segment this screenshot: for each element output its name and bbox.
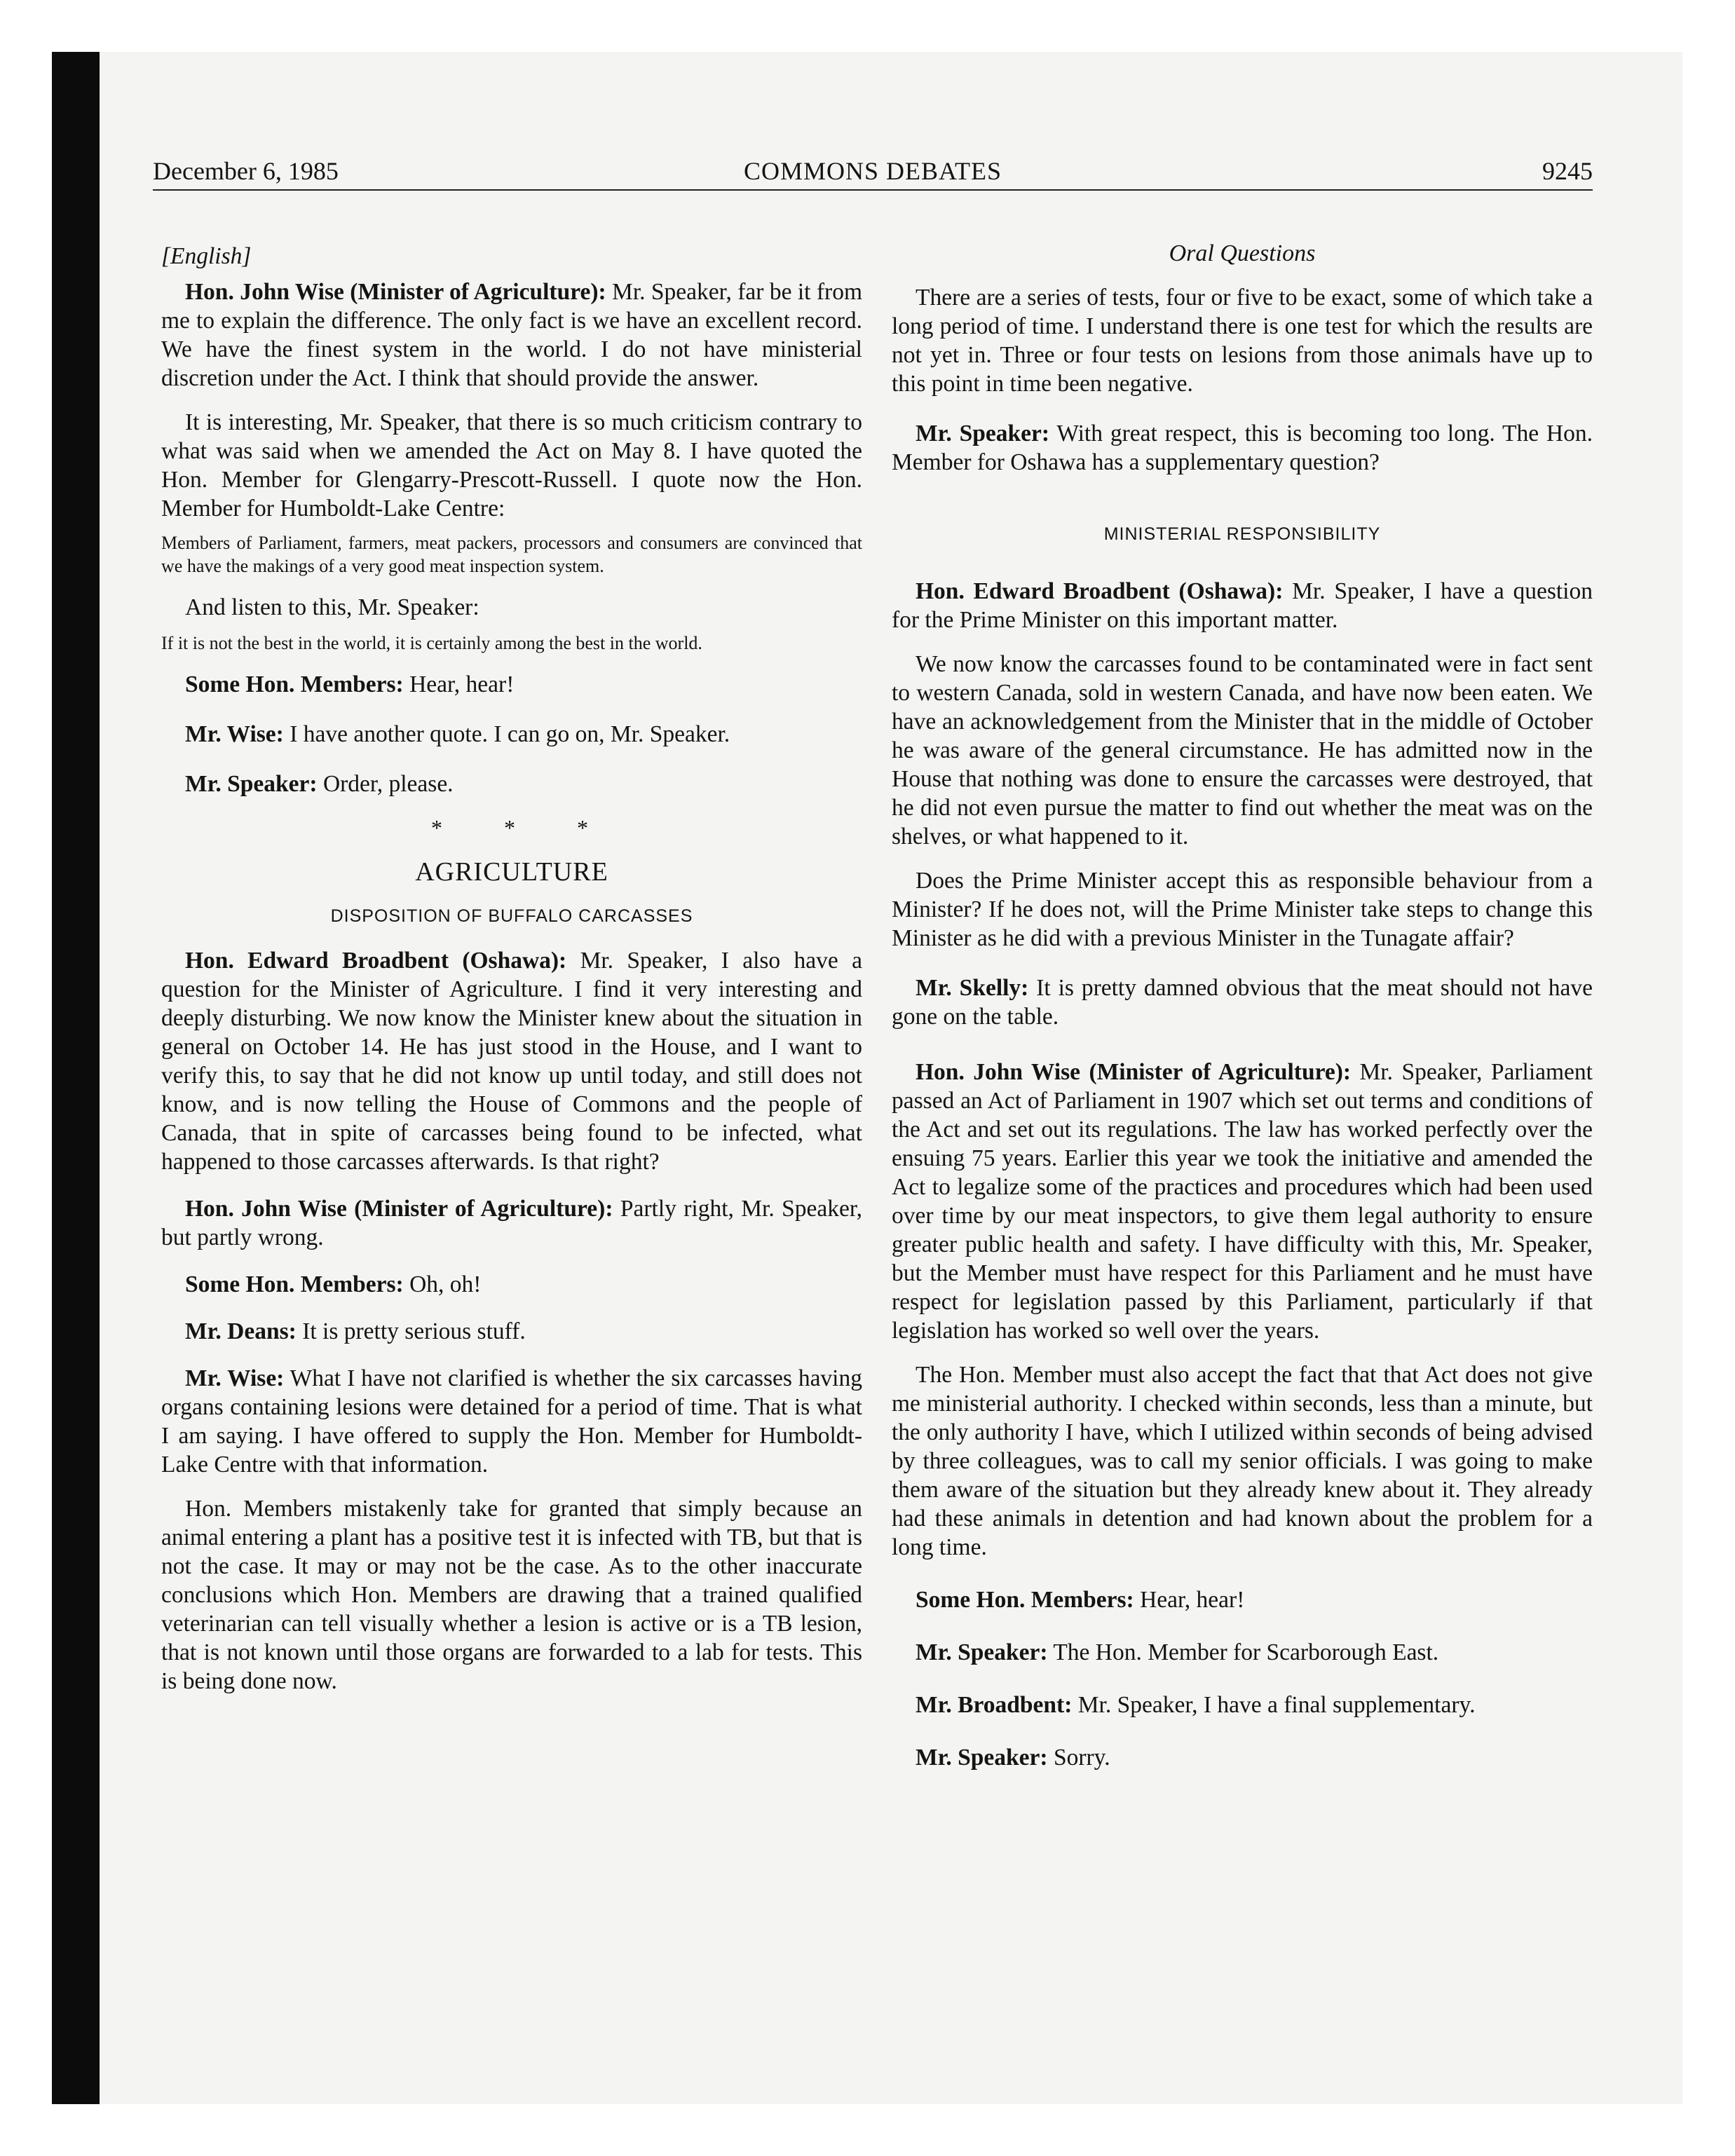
section-separator: * * *	[431, 815, 616, 840]
paragraph	[161, 1317, 862, 1346]
speaker-name: Hon. Edward Broadbent (Oshawa):	[916, 578, 1284, 604]
section-subheading: MINISTERIAL RESPONSIBILITY	[1103, 524, 1381, 544]
speech-text: Mr. Speaker, far be it from me to explain the difference. The only fact is we have an excellent record. We have the finest system in the world. I do not have ministerial discretion under the Act. I think that should provide the answer.	[161, 279, 862, 391]
paragraph	[892, 1691, 1593, 1719]
speech-text: Sorry.	[1047, 1745, 1110, 1770]
scan-border	[52, 52, 100, 2104]
speaker-name: Hon. John Wise (Minister of Agriculture):	[185, 279, 606, 305]
speech-text: With great respect, this is becoming too long. The Hon. Member for Oshawa has a supplementary question?	[892, 421, 1593, 475]
paragraph: Does the Prime Minister accept this as responsible behaviour from a Minister? If he does not, will the Prime Minister take steps to change this Minister as he did with a previous Minister in the Tunagate affair?	[892, 868, 1593, 951]
paragraph	[161, 1364, 862, 1479]
speech-text: Partly right, Mr. Speaker, but partly wrong.	[161, 1196, 863, 1250]
running-head: Oral Questions	[1169, 240, 1316, 266]
speaker-name: Some Hon. Members:	[185, 1271, 404, 1297]
paragraph	[892, 1743, 1593, 1772]
paragraph	[161, 670, 862, 699]
speaker-name: Mr. Speaker:	[185, 771, 318, 797]
header-page-number: 9245	[1542, 157, 1593, 185]
header-rule	[153, 189, 1593, 191]
paragraph	[161, 1270, 862, 1299]
paragraph: It is interesting, Mr. Speaker, that there is so much criticism contrary to what was said when we amended the Act on May 8. I have quoted the Hon. Member for Glengarry-Prescott-Russell. I quote now the Hon. Member for Humboldt-Lake Centre:	[161, 409, 862, 521]
speech-text: It is pretty serious stuff.	[296, 1318, 526, 1344]
block-quote: Members of Parliament, farmers, meat packers, processors and consumers are convinced that we have the makings of a very good meat inspection system.	[161, 533, 862, 576]
speaker-name: Mr. Speaker:	[916, 421, 1050, 446]
right-column	[892, 239, 1593, 1787]
paragraph	[892, 1585, 1593, 1614]
speech-text: Mr. Speaker, I also have a question for the Minister of Agriculture. I find it very interesting and deeply disturbing. We now know the Minister knew about the situation in general on October 14. He has just stood in the House, and I want to verify this, to say that he did not know up until today, and still does not know, and is now telling the House of Commons and the people of Canada, that in spite of carcasses being found to be infected, what happened to those carcasses afterwards. Is that right?	[161, 948, 862, 1175]
paragraph	[892, 974, 1593, 1031]
header-date: December 6, 1985	[153, 157, 339, 185]
speaker-name: Mr. Broadbent:	[916, 1692, 1073, 1718]
speaker-name: Mr. Deans:	[185, 1318, 297, 1344]
speech-text: I have another quote. I can go on, Mr. Speaker.	[283, 721, 730, 747]
section-subheading: DISPOSITION OF BUFFALO CARCASSES	[330, 906, 693, 926]
speaker-name: Some Hon. Members:	[916, 1587, 1134, 1613]
speech-text: Hear, hear!	[1134, 1587, 1245, 1613]
speaker-name: Mr. Speaker:	[916, 1639, 1048, 1665]
speaker-name: Hon. Edward Broadbent (Oshawa):	[185, 948, 567, 974]
speech-text: Mr. Speaker, Parliament passed an Act of Parliament in 1907 which set out terms and conditions of the Act and set out its regulations. The law has worked perfectly over the ensuing 75 years. Earlier this year we took the initiative and amended the Act to legalize some of the practices and procedures which had been used over time by our meat inspectors, to give them legal authority to ensure greater public health and safety. I have difficulty with this, Mr. Speaker, but the Member must have respect for this Parliament and he must have respect for legislation passed by this Parliament, particularly if that legislation has worked so well over the years.	[892, 1059, 1593, 1344]
speech-text: Mr. Speaker, I have a final supplementary.	[1072, 1692, 1476, 1718]
paragraph	[161, 278, 862, 393]
block-quote: If it is not the best in the world, it is certainly among the best in the world.	[161, 633, 702, 653]
paragraph	[161, 1194, 862, 1252]
paragraph	[892, 419, 1593, 477]
speech-text: The Hon. Member for Scarborough East.	[1047, 1639, 1439, 1665]
speech-text: Mr. Speaker, I have a question for the Prime Minister on this important matter.	[892, 578, 1593, 633]
section-title: AGRICULTURE	[415, 857, 608, 887]
header-title: COMMONS DEBATES	[743, 157, 1002, 185]
paragraph: We now know the carcasses found to be contaminated were in fact sent to western Canada, sold in western Canada, and have now been eaten. We have an acknowledgement from the Minister that in the middle of October he was aware of the general circumstance. He has admitted now in the House that nothing was done to ensure the carcasses were destroyed, that he did not even pursue the matter to find out whether the meat was on the shelves, or what happened to it.	[892, 651, 1593, 850]
speaker-name: Mr. Speaker:	[916, 1745, 1048, 1770]
language-tag: [English]	[161, 243, 252, 269]
speaker-name: Hon. John Wise (Minister of Agriculture):	[185, 1196, 613, 1222]
speech-text: It is pretty damned obvious that the meat should not have gone on the table.	[892, 975, 1593, 1030]
paragraph: There are a series of tests, four or five to be exact, some of which take a long period of time. I understand there is one test for which the results are not yet in. Three or four tests on lesions from those animals have up to this point in time been negative.	[892, 285, 1593, 397]
speech-text: Oh, oh!	[403, 1271, 482, 1297]
speech-text: What I have not clarified is whether the six carcasses having organs containing lesions were detained for a period of time. That is what I am saying. I have offered to supply the Hon. Member for Humboldt-Lake Centre with that information.	[161, 1365, 862, 1478]
left-column	[161, 242, 862, 1711]
page-header	[153, 154, 1593, 188]
speaker-name: Mr. Wise:	[185, 721, 284, 747]
paragraph: And listen to this, Mr. Speaker:	[185, 594, 479, 620]
paragraph: Hon. Members mistakenly take for granted that simply because an animal entering a plant has a positive test it is infected with TB, but that is not the case. It may or may not be the case. As to the other inaccurate conclusions which Hon. Members are drawing that a trained qualified veterinarian can tell visually whether a lesion is active or is a TB lesion, that is not known until those organs are forwarded to a lab for tests. This is being done now.	[161, 1496, 862, 1694]
speech-text: Order, please.	[317, 771, 454, 797]
speaker-name: Mr. Wise:	[185, 1365, 285, 1391]
speaker-name: Hon. John Wise (Minister of Agriculture):	[916, 1059, 1352, 1085]
paragraph	[161, 770, 862, 798]
speaker-name: Mr. Skelly:	[916, 975, 1029, 1001]
paragraph	[892, 1058, 1593, 1345]
paragraph	[892, 577, 1593, 634]
paragraph	[161, 720, 862, 749]
paragraph: The Hon. Member must also accept the fact that that Act does not give me ministerial authority. I checked within seconds, less than a minute, but the only authority I have, which I utilized within seconds of being advised by three colleagues, was to call my senior officials. I was going to make them aware of the situation but they already knew about it. They already had these animals in detention and had known about the problem for a long time.	[892, 1362, 1593, 1560]
speech-text: Hear, hear!	[403, 671, 515, 697]
speaker-name: Some Hon. Members:	[185, 671, 404, 697]
paragraph	[161, 946, 862, 1176]
paragraph	[892, 1638, 1593, 1667]
